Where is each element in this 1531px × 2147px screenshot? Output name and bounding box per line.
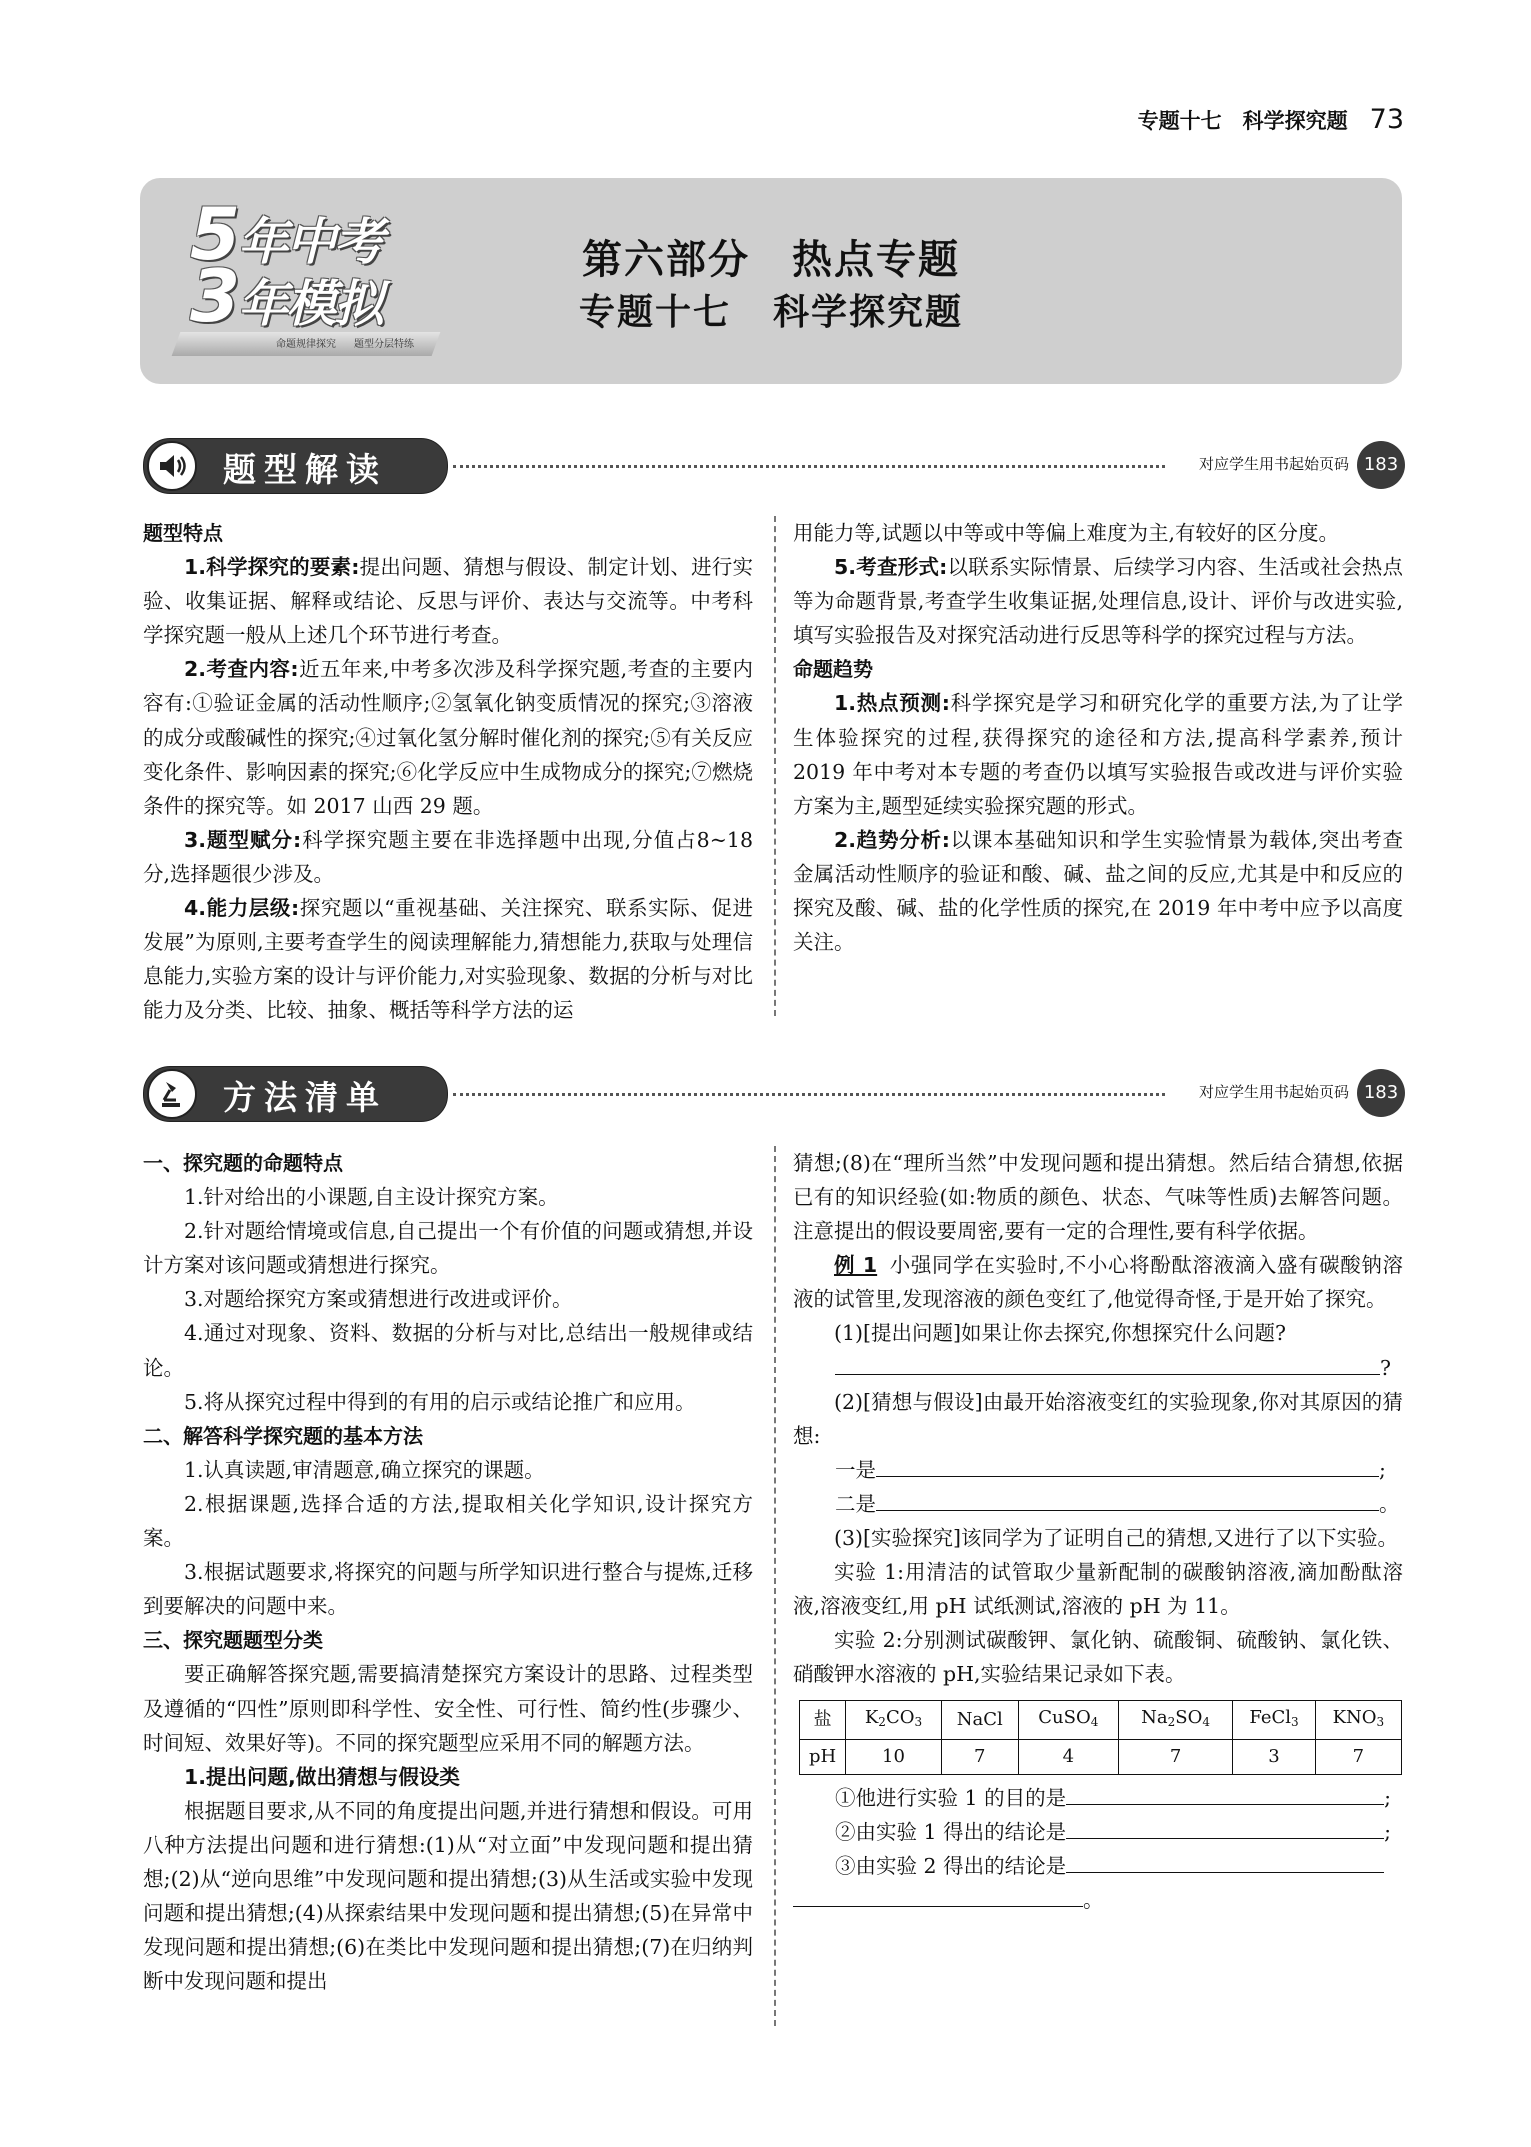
answer-blank[interactable] <box>793 1884 1083 1907</box>
salt-formula <box>1315 1700 1401 1739</box>
section1-right-column <box>793 516 1403 959</box>
section-header-method-list <box>143 1066 1405 1122</box>
paragraph <box>143 652 753 822</box>
paragraph-text: 近五年来,中考多次涉及科学探究题,考查的主要内容有:①验证金属的活动性顺序;②氢氧化钠变质情况的探究;③溶液的成分或酸碱性的探究;④过氧化氢分解时催化剂的探究;⑤有关反应变化条件、影响因素的探究;⑥化学反应中生成物成分的探究;⑦燃烧条件的探究等。如 2017 山西 29 题。 <box>143 657 753 818</box>
example-1 <box>793 1248 1403 1316</box>
paragraph <box>793 823 1403 959</box>
method-heading: 1.提出问题,做出猜想与假设类 <box>184 1764 460 1789</box>
experiment-1: 实验 1:用清洁的试管取少量新配制的碳酸钠溶液,滴加酚酞溶液,溶液变红,用 pH 试纸测试,溶液的 pH 为 11。 <box>793 1560 1403 1619</box>
ph-value: 7 <box>941 1739 1018 1774</box>
section-title: 方法清单 <box>223 1078 387 1117</box>
ph-value: 7 <box>1118 1739 1232 1774</box>
paragraph: 2.针对题给情境或信息,自己提出一个有价值的问题或猜想,并设计方案对该问题或猜想进行探究。 <box>143 1219 753 1278</box>
topic-number: 专题十七 <box>578 292 731 333</box>
subheading: 二、解答科学探究题的基本方法 <box>143 1423 423 1448</box>
part-title <box>140 228 1402 285</box>
topic-title <box>140 284 1402 335</box>
paragraph-text: 科学探究题主要在非选择题中出现,分值占8~18分,选择题很少涉及。 <box>143 827 753 886</box>
ph-value: 10 <box>846 1739 941 1774</box>
logo-tag2: 题型分层特练 <box>354 339 414 350</box>
page-number: 73 <box>1369 104 1404 135</box>
paragraph-label: 5.考查形式: <box>834 555 948 580</box>
table-row-label: pH <box>800 1739 846 1774</box>
paragraph-text: 以联系实际情景、后续学习内容、生活或社会热点等为命题背景,考查学生收集证据,处理信息,设计、评价与改进实验,填写实验报告及对探究活动进行反思等科学的探究过程与方法。 <box>793 555 1404 648</box>
formula-text: NaCl <box>956 1708 1003 1730</box>
section-ref-label: 对应学生用书起始页码 <box>1198 1083 1349 1101</box>
subheading: 一、探究题的命题特点 <box>143 1151 343 1175</box>
formula-text: K <box>864 1706 879 1728</box>
question-1: (1)[提出问题]如果让你去探究,你想探究什么问题? <box>834 1321 1287 1346</box>
paragraph-text: 科学探究是学习和研究化学的重要方法,为了让学生体验探究的过程,获得探究的途径和方法,提高科学素养,预计 2019 年中考对本专题的考查仍以填写实验报告或改进与评价实验方案为主,题型延续实验探究题的形式。 <box>793 691 1404 818</box>
paragraph: 3.对题给探究方案或猜想进行改进或评价。 <box>184 1287 573 1312</box>
paragraph: 4.通过对现象、资料、数据的分析与对比,总结出一般规律或结论。 <box>143 1321 753 1380</box>
subheading: 命题趋势 <box>793 657 873 682</box>
formula-text: CO <box>885 1706 915 1728</box>
section2-left-column <box>143 1146 753 1998</box>
salt-formula <box>1018 1700 1118 1739</box>
answer-item-1: ①他进行实验 1 的目的是 ; <box>793 1781 1403 1815</box>
formula-subscript: 2 <box>1167 1714 1176 1729</box>
paragraph-text: 探究题以“重视基础、关注探究、联系实际、促进发展”为原则,主要考查学生的阅读理解能力,猜想能力,获取与处理信息能力,实验方案的设计与评价能力,对实验现象、数据的分析与对比能力及分类、比较、抽象、概括等科学方法的运 <box>143 896 753 1023</box>
section-title: 题型解读 <box>223 450 387 489</box>
formula-subscript: 3 <box>914 1714 923 1729</box>
answer-blank[interactable] <box>1066 1782 1384 1805</box>
paragraph-label: 4.能力层级: <box>184 896 300 921</box>
subheading: 题型特点 <box>143 521 223 545</box>
paragraph-label: 3.题型赋分: <box>184 827 302 852</box>
paragraph-text: 提出问题、猜想与假设、制定计划、进行实验、收集证据、解释或结论、反思与评价、表达与交流等。中考科学探究题一般从上述几个环节进行考查。 <box>143 555 753 648</box>
answer-item-3: ③由实验 2 得出的结论是 <box>793 1849 1403 1883</box>
running-header-topic: 专题十七 科学探究题 <box>1137 109 1348 133</box>
paragraph <box>143 891 753 1027</box>
part-number: 第六部分 <box>582 237 750 283</box>
paragraph <box>793 550 1403 652</box>
answer-blank[interactable] <box>1066 1850 1384 1873</box>
answer-line-1: ? <box>793 1351 1403 1385</box>
formula-subscript: 3 <box>1291 1714 1299 1729</box>
paragraph-label: 2.考查内容: <box>184 657 299 682</box>
formula-subscript: 2 <box>878 1714 886 1729</box>
table-row-label: 盐 <box>800 1700 846 1739</box>
ph-value: 4 <box>1018 1739 1118 1774</box>
paragraph: 1.认真读题,审清题意,确立探究的课题。 <box>184 1457 545 1482</box>
paragraph-label: 1.科学探究的要素: <box>184 555 360 580</box>
paragraph: 要正确解答探究题,需要搞清楚探究方案设计的思路、过程类型及遵循的“四性”原则即科学性、安全性、可行性、简约性(步骤少、时间短、效果好等)。不同的探究题型应采用不同的解题方法。 <box>143 1662 753 1755</box>
logo-line2: 3年模拟 <box>190 254 383 338</box>
salt-ph-table <box>799 1700 1402 1775</box>
section-ref-label: 对应学生用书起始页码 <box>1198 455 1349 473</box>
answer-blank[interactable] <box>1066 1816 1384 1839</box>
section-ref-page: 183 <box>1357 1069 1405 1117</box>
answer-blank[interactable] <box>835 1352 1380 1375</box>
formula-text: CuSO <box>1038 1706 1091 1728</box>
part-name: 热点专题 <box>792 237 960 283</box>
lamp-icon <box>147 1069 197 1119</box>
subheading: 三、探究题题型分类 <box>143 1628 323 1653</box>
formula-subscript: 4 <box>1090 1714 1099 1729</box>
paragraph <box>793 686 1403 822</box>
experiment-2: 实验 2:分别测试碳酸钾、氯化钠、硫酸铜、硫酸钠、氯化铁、硝酸钾水溶液的 pH,实验结果记录如下表。 <box>793 1628 1403 1687</box>
guess-1: 一是 ; <box>793 1453 1403 1487</box>
paragraph: 3.根据试题要求,将探究的问题与所学知识进行整合与提炼,迁移到要解决的问题中来。 <box>143 1560 753 1619</box>
topic-name: 科学探究题 <box>773 292 964 333</box>
running-header <box>1138 104 1404 135</box>
paragraph <box>143 823 753 891</box>
paragraph-text: 以课本基础知识和学生实验情景为载体,突出考查金属活动性顺序的验证和酸、碱、盐之间的反应,尤其是中和反应的探究及酸、碱、盐的化学性质的探究,在 2019 年中考中应予以高度关注。 <box>793 827 1404 955</box>
answer-blank[interactable] <box>876 1488 1379 1511</box>
answer-blank[interactable] <box>876 1454 1379 1477</box>
speaker-icon <box>147 441 197 491</box>
salt-formula <box>846 1700 941 1739</box>
ph-value: 7 <box>1315 1739 1401 1774</box>
formula-text: KNO <box>1332 1706 1377 1728</box>
example-label: 例 1 <box>834 1253 878 1278</box>
paragraph: 2.根据课题,选择合适的方法,提取相关化学知识,设计探究方案。 <box>143 1491 753 1551</box>
section2-right-column <box>793 1146 1403 1917</box>
paragraph: 1.针对给出的小课题,自主设计探究方案。 <box>184 1185 559 1210</box>
paragraph: 根据题目要求,从不同的角度提出问题,并进行猜想和假设。可用八种方法提出问题和进行猜想:(1)从“对立面”中发现问题和提出猜想;(2)从“逆向思维”中发现问题和提出猜想;(3)从生活或实验中发现问题和提出猜想;(4)从探索结果中发现问题和提出猜想;(5)在异常中发现问题和提出猜想;(6)在类比中发现问题和提出猜想;(7)在归纳判断中发现问题和提出 <box>143 1798 753 1994</box>
formula-text: FeCl <box>1249 1706 1292 1728</box>
formula-text: Na <box>1141 1706 1168 1728</box>
salt-formula <box>1118 1700 1232 1739</box>
question-3: (3)[实验探究]该同学为了证明自己的猜想,又进行了以下实验。 <box>834 1526 1399 1551</box>
salt-formula <box>941 1700 1018 1739</box>
question-2: (2)[猜想与假设]由最开始溶液变红的实验现象,你对其原因的猜想: <box>793 1389 1403 1448</box>
answer-item-3-cont: 。 <box>793 1883 1403 1917</box>
paragraph <box>143 550 753 652</box>
logo-line1: 5年中考 <box>190 192 383 276</box>
paragraph: 用能力等,试题以中等或中等偏上难度为主,有较好的区分度。 <box>793 521 1340 545</box>
example-text: 小强同学在实验时,不小心将酚酞溶液滴入盛有碳酸钠溶液的试管里,发现溶液的颜色变红了,他觉得奇怪,于是开始了探究。 <box>793 1253 1404 1312</box>
logo-tag1: 命题规律探究 <box>276 339 336 350</box>
answer-item-2: ②由实验 1 得出的结论是 ; <box>793 1815 1403 1849</box>
chapter-banner <box>140 178 1402 384</box>
section-header-question-type <box>143 438 1405 494</box>
formula-text: SO <box>1175 1706 1203 1728</box>
salt-formula <box>1233 1700 1315 1739</box>
paragraph: 猜想;(8)在“理所当然”中发现问题和提出猜想。然后结合猜想,依据已有的知识经验(如:物质的颜色、状态、气味等性质)去解答问题。注意提出的假设要周密,要有一定的合理性,要有科学依据。 <box>793 1151 1403 1244</box>
formula-subscript: 4 <box>1202 1714 1210 1729</box>
paragraph-label: 2.趋势分析: <box>834 827 950 852</box>
section-ref-page: 183 <box>1357 441 1405 489</box>
section1-left-column <box>143 516 753 1027</box>
ph-value: 3 <box>1233 1739 1315 1774</box>
formula-subscript: 3 <box>1376 1714 1385 1729</box>
guess-2: 二是 。 <box>793 1487 1403 1521</box>
paragraph-label: 1.热点预测: <box>834 691 950 716</box>
paragraph: 5.将从探究过程中得到的有用的启示或结论推广和应用。 <box>184 1389 696 1414</box>
